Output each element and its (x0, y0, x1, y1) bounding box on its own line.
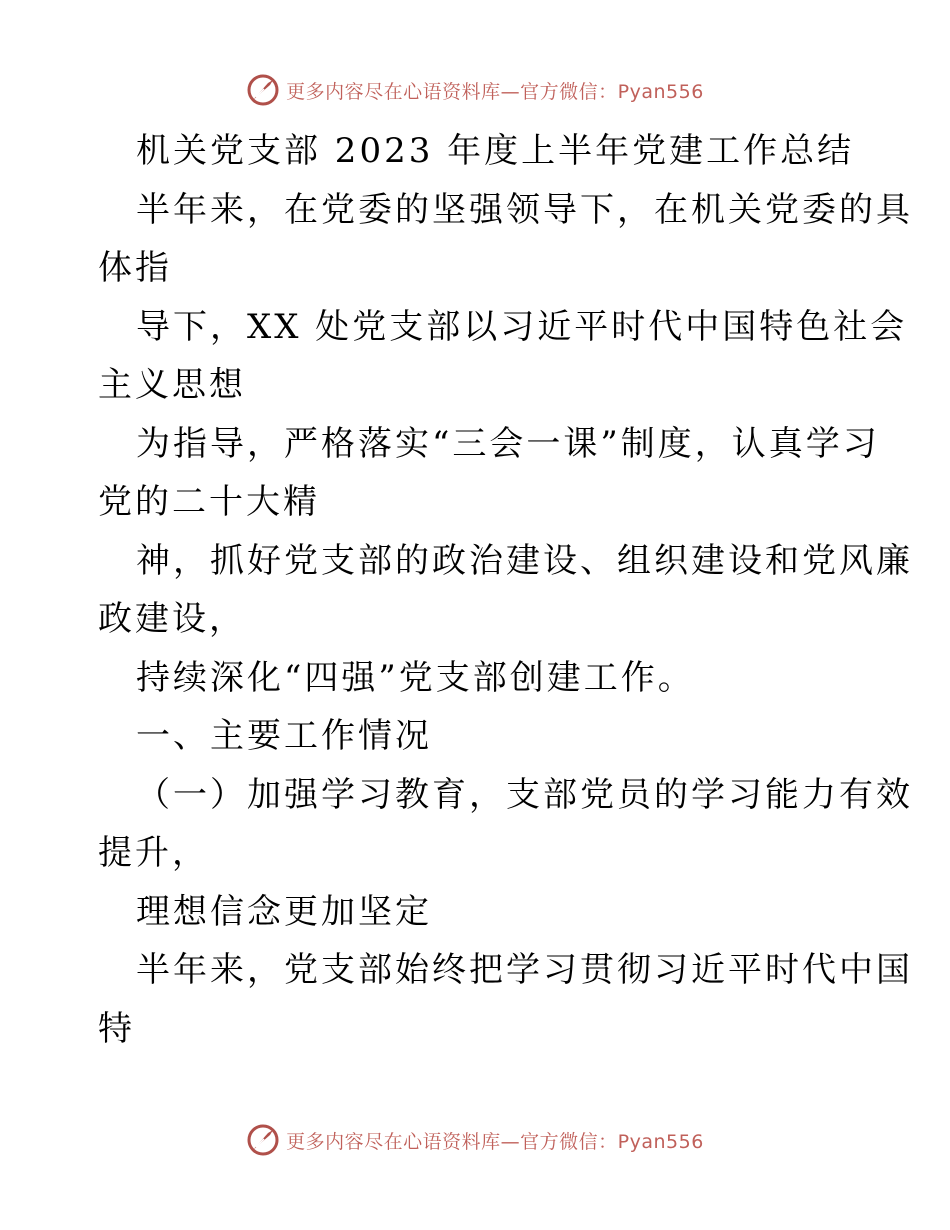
text-line: 体指 (98, 248, 172, 288)
text-line: 政建设， (98, 599, 246, 639)
text-line: 半年来，党支部始终把学习贯彻习近平时代中国 (136, 950, 913, 990)
quill-pen-logo-icon (246, 73, 280, 107)
text-line: 党的二十大精 (98, 482, 320, 522)
text-line: 半年来，在党委的坚强领导下，在机关党委的具 (136, 189, 913, 230)
header-watermark (0, 70, 950, 110)
text-line: 特 (98, 1008, 135, 1049)
text-line: 为指导，严格落实“三会一课”制度，认真学习 (136, 423, 880, 464)
quill-pen-logo-icon (246, 1123, 280, 1157)
watermark-text: 更多内容尽在心语资料库—官方微信：Pyan556 (286, 1130, 704, 1153)
text-line: 神，抓好党支部的政治建设、组织建设和党风廉 (136, 540, 913, 581)
text-line: 提升， (98, 833, 209, 873)
text-line: 导下，XX 处党支部以习近平时代中国特色社会 (136, 306, 908, 347)
watermark-text: 更多内容尽在心语资料库—官方微信：Pyan556 (286, 80, 704, 103)
text-line: 主义思想 (98, 365, 246, 405)
document-body (98, 122, 913, 1058)
text-line: 理想信念更加坚定 (136, 891, 432, 932)
text-line: 持续深化“四强”党支部创建工作。 (136, 657, 695, 698)
footer-watermark (0, 1120, 950, 1160)
text-line: （一）加强学习教育，支部党员的学习能力有效 (136, 774, 913, 815)
text-line: 一、主要工作情况 (136, 716, 432, 756)
document-title: 机关党支部 2023 年度上半年党建工作总结 (136, 131, 855, 171)
